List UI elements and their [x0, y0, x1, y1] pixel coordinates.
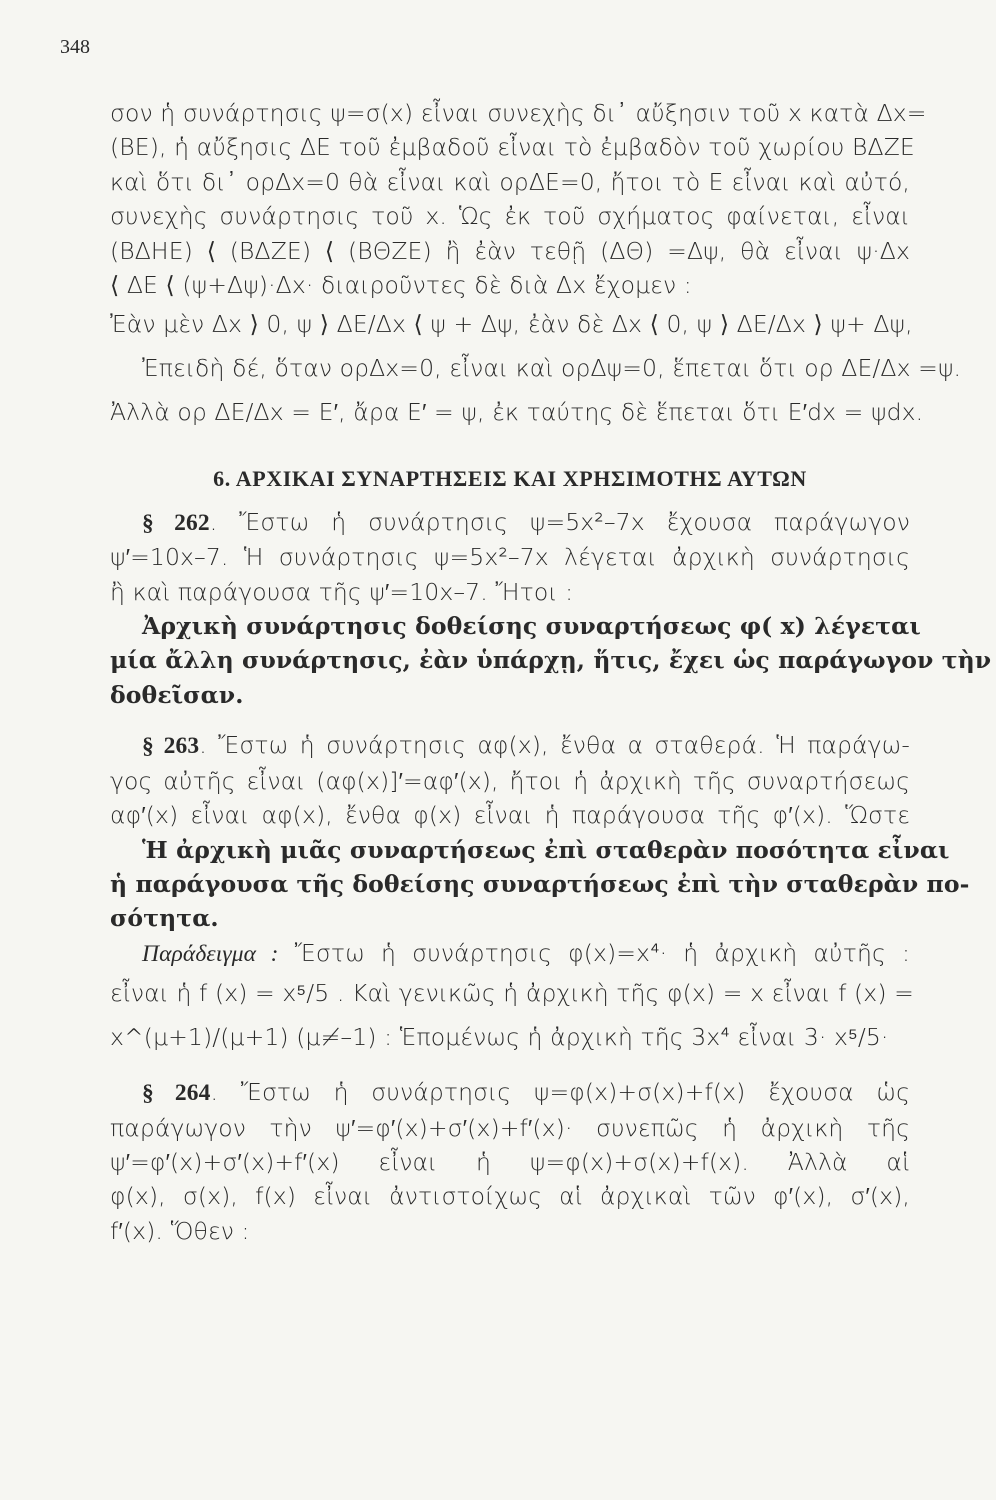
statement-line: ἡ παράγουσα τῆς δοθείσης συναρτήσεως ἐπὶ τὴν σταθερὰν πο- — [110, 869, 970, 898]
text-line — [110, 728, 910, 763]
text-line: φ(x), σ(x), f(x) εἶναι ἀντιστοίχως αἱ ἀρχικαὶ τῶν φ′(x), σ′(x), — [110, 1182, 910, 1211]
derivative-formula: Ἀλλὰ ορ ΔΕ/Δx = Ε′, ἄρα Ε′ = ψ, ἐκ ταύτης δὲ ἕπεται ὅτι Ε′dx = ψdx. — [110, 398, 924, 427]
section-number: § 262 — [142, 509, 210, 536]
text-line — [110, 936, 910, 971]
text-line: (ΒΕ), ἡ αὔξησις ΔΕ τοῦ ἐμβαδοῦ εἶναι τὸ ἐμβαδὸν τοῦ χωρίου ΒΔΖΕ — [110, 133, 915, 162]
limit-formula: Ἐπειδὴ δέ, ὅταν ορΔx=0, εἶναι καὶ ορΔψ=0, ἕπεται ὅτι ορ ΔΕ/Δx =ψ. — [142, 354, 962, 383]
text-line: σον ἡ συνάρτησις ψ=σ(x) εἶναι συνεχὴς δι᾿ αὔξησιν τοῦ x κατὰ Δx= — [110, 99, 927, 127]
definition-line: Ἀρχικὴ συνάρτησις δοθείσης συναρτήσεως φ( x) λέγεται — [142, 612, 921, 641]
text-line: ⟨ ΔΕ ⟨ (ψ+Δψ)·Δx· διαιροῦντες δὲ διὰ Δx ἔχομεν : — [110, 271, 692, 300]
text-fragment: Ἔστω ἡ συνάρτησις φ(x)=x⁴· ἡ ἀρχικὴ αὐτῆς : — [278, 938, 910, 967]
text-fragment: . Ἔστω ἡ συνάρτησις ψ=φ(x)+σ(x)+f(x) ἔχουσα ὡς — [210, 1078, 911, 1107]
text-line: ψ′=φ′(x)+σ′(x)+f′(x) εἶναι ἡ ψ=φ(x)+σ(x)+f(x). Ἀλλὰ αἱ — [110, 1147, 910, 1176]
section-264 — [110, 1075, 910, 1248]
section-263 — [110, 728, 970, 935]
page-body — [110, 96, 992, 1248]
section-heading: 6. ΑΡΧΙΚΑΙ ΣΥΝΑΡΤΗΣΕΙΣ ΚΑΙ ΧΡΗΣΙΜΟΤΗΣ ΑΥΤΩΝ — [213, 466, 807, 492]
text-line: f′(x). Ὅθεν : — [110, 1216, 250, 1245]
inequality-formula: Ἐὰν μὲν Δx ⟩ 0, ψ ⟩ ΔΕ/Δx ⟨ ψ + Δψ, ἐὰν δὲ Δx ⟨ 0, ψ ⟩ ΔΕ/Δx ⟩ ψ+ Δψ, — [110, 310, 913, 339]
statement-line: Ἡ ἀρχικὴ μιᾶς συναρτήσεως ἐπὶ σταθερὰν ποσότητα εἶναι — [142, 835, 950, 864]
definition-line: μία ἄλλη συνάρτησις, ἐὰν ὑπάρχῃ, ἥτις, ἔχει ὡς παράγωγον τὴν — [110, 646, 992, 675]
text-line: παράγωγον τὴν ψ′=φ′(x)+σ′(x)+f′(x)· συνεπῶς ἡ ἀρχικὴ τῆς — [110, 1113, 910, 1142]
text-line: ἢ καὶ παράγουσα τῆς ψ′=10x–7. Ἤτοι : — [110, 577, 574, 606]
example — [110, 936, 914, 1059]
text-line — [110, 505, 910, 540]
section-number: § 264 — [142, 1080, 211, 1107]
text-fragment: . Ἔστω ἡ συνάρτησις ψ=5x²–7x ἔχουσα παράγωγον — [209, 507, 911, 536]
paragraph-continuation — [110, 96, 927, 302]
text-line: καὶ ὅτι δι᾿ ορΔx=0 θὰ εἶναι καὶ ορΔΕ=0, ἤτοι τὸ Ε εἶναι καὶ αὐτό, — [110, 167, 910, 196]
text-line: γος αὐτῆς εἶναι (αφ(x)]′=αφ′(x), ἤτοι ἡ ἀρχικὴ τῆς συναρτήσεως — [110, 766, 910, 795]
text-line: (ΒΔΗΕ) ⟨ (ΒΔΖΕ) ⟨ (ΒΘΖΕ) ἢ ἐὰν τεθῇ (ΔΘ) =Δψ, θὰ εἶναι ψ·Δx — [110, 236, 910, 265]
page-number: 348 — [60, 36, 90, 58]
section-262 — [110, 505, 992, 712]
example-label: Παράδειγμα : — [142, 940, 279, 967]
definition-line: δοθεῖσαν. — [110, 680, 244, 709]
text-line: συνεχὴς συνάρτησις τοῦ x. Ὡς ἐκ τοῦ σχήματος φαίνεται, εἶναι — [110, 202, 910, 231]
text-line: ψ′=10x–7. Ἡ συνάρτησις ψ=5x²–7x λέγεται ἀρχικὴ συνάρτησις — [110, 543, 910, 572]
statement-line: σότητα. — [110, 904, 219, 933]
text-fragment: . Ἔστω ἡ συνάρτησις αφ(x), ἔνθα α σταθερά. Ἡ παράγω- — [199, 731, 911, 760]
text-line: x^(μ+1)/(μ+1) (μ≠–1) : Ἑπομένως ἡ ἀρχικὴ τῆς 3x⁴ εἶναι 3· x⁵/5· — [110, 1023, 889, 1052]
text-line: αφ′(x) εἶναι αφ(x), ἔνθα φ(x) εἶναι ἡ παράγουσα τῆς φ′(x). Ὥστε — [110, 801, 910, 830]
text-line — [110, 1075, 910, 1110]
section-number: § 263 — [142, 733, 200, 760]
text-line: εἶναι ἡ f (x) = x⁵/5 . Καὶ γενικῶς ἡ ἀρχικὴ τῆς φ(x) = x εἶναι f (x) = — [110, 979, 914, 1008]
